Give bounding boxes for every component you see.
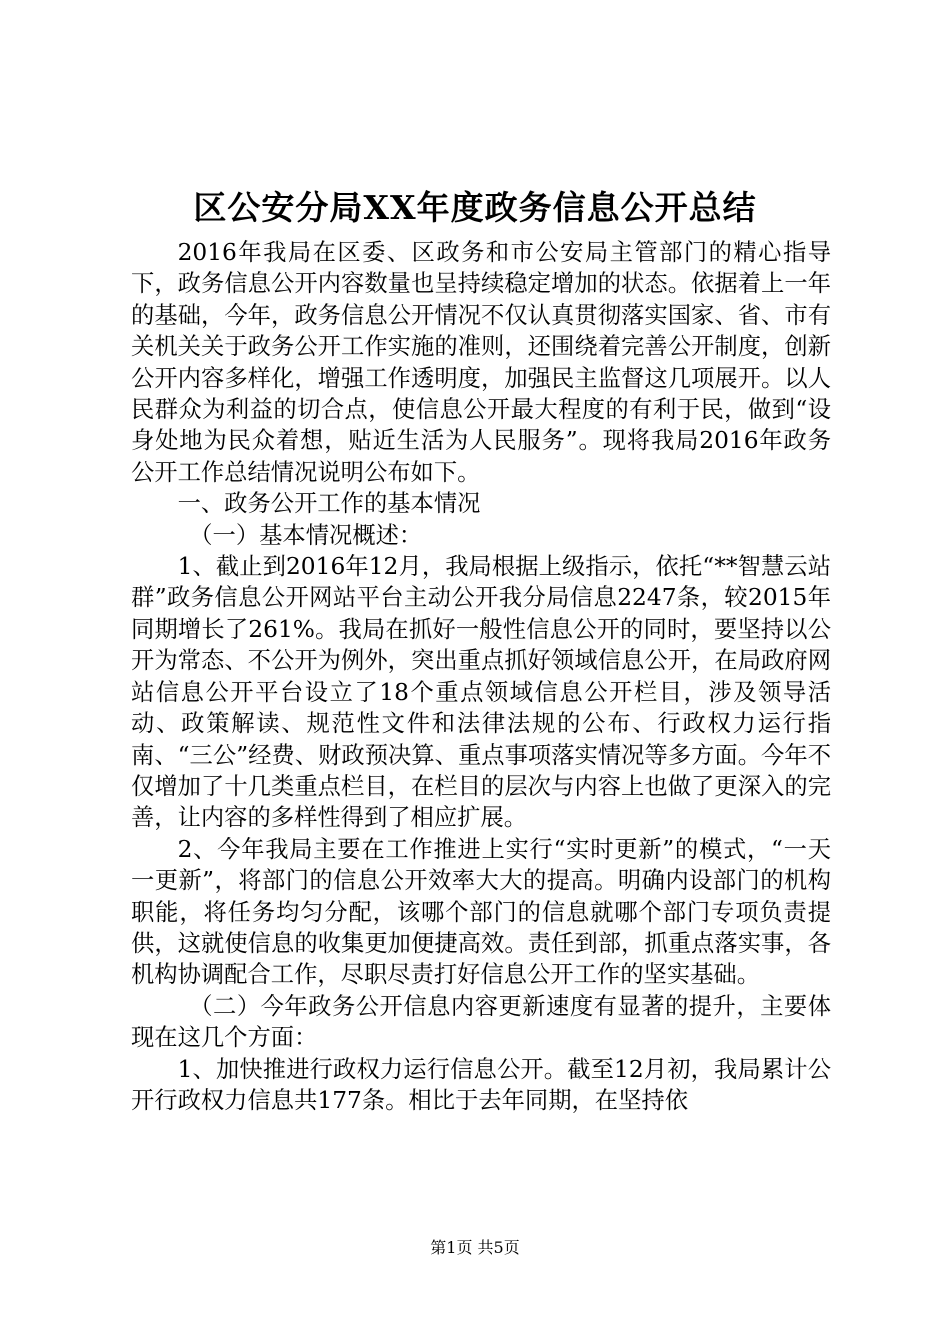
section-heading-1: 一、政务公开工作的基本情况: [177, 490, 481, 518]
document-body: [131, 237, 831, 1116]
paragraph-item-1: 1、截止到2016年12月，我局根据上级指示，依托“**智慧云站群”政务信息公开网站平台主动公开我分局信息2247条，较2015年同期增长了261%。我局在抓好一般性信息公开的同时，要坚持以公开为常态、不公开为例外，突出重点抓好领域信息公开，在局政府网站信息公开平台设立了18个重点领域信息公开栏目，涉及领导活动、政策解读、规范性文件和法律法规的公布、行政权力运行指南、“三公”经费、财政预决算、重点事项落实情况等多方面。今年不仅增加了十几类重点栏目，在栏目的层次与内容上也做了更深入的完善，让内容的多样性得到了相应扩展。: [131, 553, 831, 832]
paragraph-item-2: 2、今年我局主要在工作推进上实行“实时更新”的模式，“一天一更新”，将部门的信息公开效率大大的提高。明确内设部门的机构职能，将任务均匀分配，该哪个部门的信息就哪个部门专项负责提供，这就使信息的收集更加便捷高效。责任到部，抓重点落实事，各机构协调配合工作，尽职尽责打好信息公开工作的坚实基础。: [131, 835, 831, 989]
page-number-footer: 第1页 共5页: [430, 1238, 520, 1257]
paragraph-intro: 2016年我局在区委、区政务和市公安局主管部门的精心指导下，政务信息公开内容数量也呈持续稳定增加的状态。依据着上一年的基础，今年，政务信息公开情况不仅认真贯彻落实国家、省、市有关机关关于政务公开工作实施的准则，还围绕着完善公开制度，创新公开内容多样化，增强工作透明度，加强民主监督这几项展开。以人民群众为利益的切合点，使信息公开最大程度的有利于民，做到“设身处地为民众着想，贴近生活为人民服务”。现将我局2016年政务公开工作总结情况说明公布如下。: [131, 239, 831, 486]
subsection-heading-2: （二）今年政务公开信息内容更新速度有显著的提升，主要体现在这几个方面：: [131, 992, 831, 1052]
subsection-heading-1: （一）基本情况概述：: [189, 521, 423, 549]
document-title: 区公安分局XX年度政务信息公开总结: [193, 188, 757, 227]
paragraph-item-3: 1、加快推进行政权力运行信息公开。截至12月初，我局累计公开行政权力信息共177条。相比于去年同期，在坚持依: [131, 1055, 831, 1114]
